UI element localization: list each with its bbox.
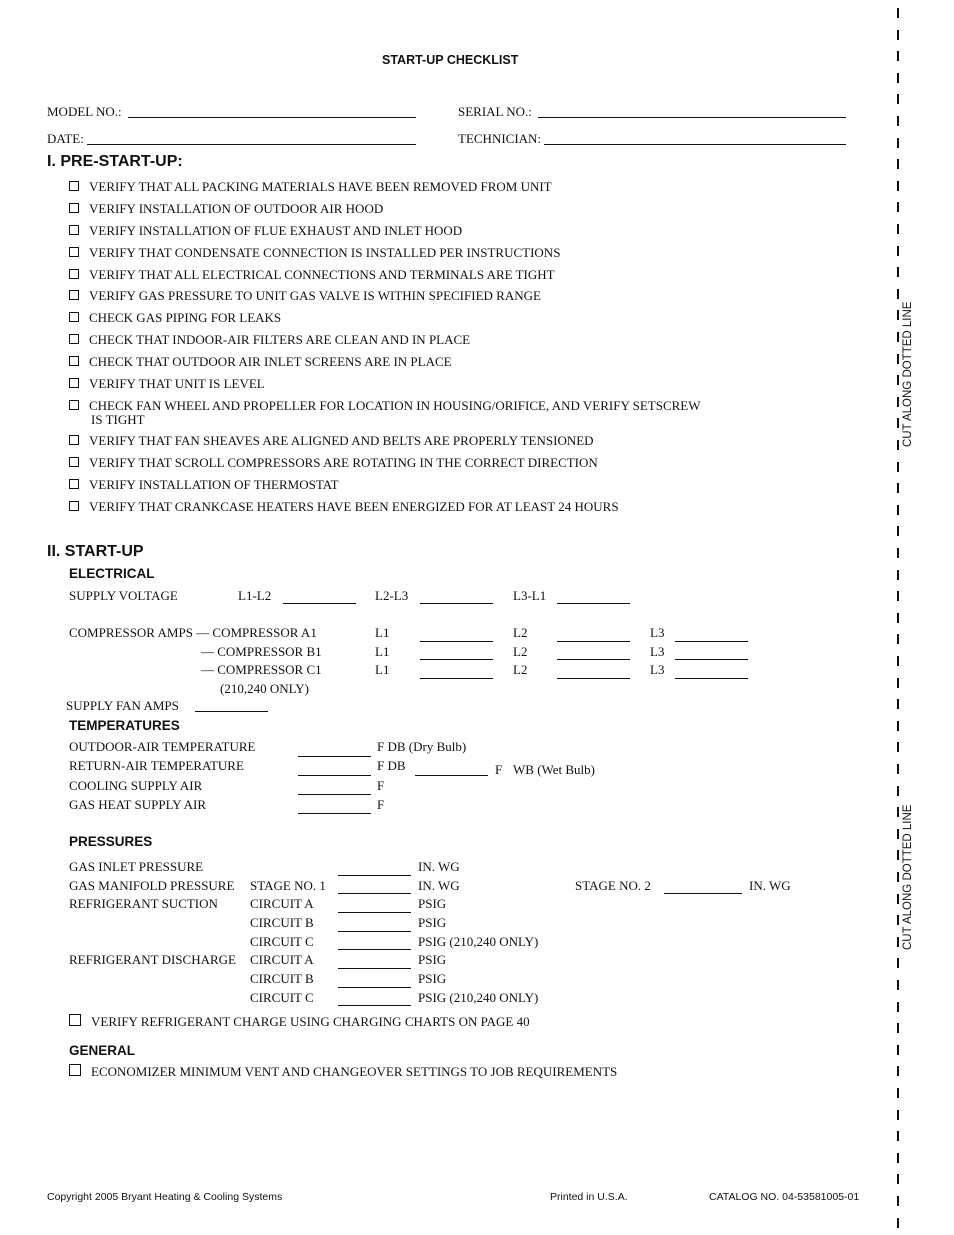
economizer-item[interactable]: ECONOMIZER MINIMUM VENT AND CHANGEOVER SETTINGS TO JOB REQUIREMENTS bbox=[69, 1064, 617, 1080]
b1-l3-input[interactable] bbox=[675, 659, 748, 660]
refrigerant-discharge-label: REFRIGERANT DISCHARGE bbox=[69, 952, 236, 967]
gas-manifold-pressure-label: GAS MANIFOLD PRESSURE bbox=[69, 878, 235, 893]
wb-label: WB (Wet Bulb) bbox=[513, 762, 595, 777]
suction-b-unit: PSIG bbox=[418, 915, 447, 930]
stage1-input[interactable] bbox=[338, 893, 411, 894]
stage1-unit: IN. WG bbox=[418, 878, 460, 893]
cut-line-dash bbox=[897, 1066, 899, 1076]
pressures-heading: PRESSURES bbox=[69, 834, 153, 849]
cut-line-dash bbox=[897, 397, 899, 407]
a1-l3-input[interactable] bbox=[675, 641, 748, 642]
cut-line-dash bbox=[897, 1174, 899, 1184]
suction-circuit-a-input[interactable] bbox=[338, 912, 411, 913]
suction-circuit-b-input[interactable] bbox=[338, 931, 411, 932]
cut-line-dash bbox=[897, 159, 899, 169]
cut-line-dash bbox=[897, 1023, 899, 1033]
cut-line-dash bbox=[897, 807, 899, 817]
checklist-item[interactable]: VERIFY THAT SCROLL COMPRESSORS ARE ROTATING IN THE CORRECT DIRECTION bbox=[69, 455, 598, 471]
f-label: F bbox=[495, 762, 503, 777]
discharge-c-unit: PSIG (210,240 ONLY) bbox=[418, 990, 539, 1005]
cut-line-dash bbox=[897, 980, 899, 990]
cut-line-dash bbox=[897, 958, 899, 968]
only-note: (210,240 ONLY) bbox=[220, 681, 309, 696]
cut-line-dash bbox=[897, 51, 899, 61]
cut-line-dash bbox=[897, 505, 899, 515]
discharge-circuit-c-label: CIRCUIT C bbox=[250, 990, 314, 1005]
cut-line-dash bbox=[897, 764, 899, 774]
copyright: Copyright 2005 Bryant Heating & Cooling Systems bbox=[47, 1191, 283, 1203]
checklist-item[interactable]: VERIFY THAT FAN SHEAVES ARE ALIGNED AND BELTS ARE PROPERLY TENSIONED bbox=[69, 433, 594, 449]
cooling-supply-air-input[interactable] bbox=[298, 794, 371, 795]
cut-line-dash bbox=[897, 289, 899, 299]
model-input[interactable] bbox=[128, 117, 416, 118]
electrical-heading: ELECTRICAL bbox=[69, 566, 155, 581]
fdb-dry-label: F DB (Dry Bulb) bbox=[377, 739, 467, 754]
discharge-circuit-a-input[interactable] bbox=[338, 968, 411, 969]
return-air-temp-input[interactable] bbox=[298, 775, 371, 776]
suction-circuit-a-label: CIRCUIT A bbox=[250, 896, 314, 911]
cut-line-dash bbox=[897, 138, 899, 148]
checkbox-icon[interactable] bbox=[69, 181, 79, 191]
return-air-wb-input[interactable] bbox=[415, 775, 488, 776]
checklist-item[interactable]: VERIFY GAS PRESSURE TO UNIT GAS VALVE IS WITHIN SPECIFIED RANGE bbox=[69, 288, 541, 304]
cut-line-dash bbox=[897, 634, 899, 644]
compressor-a1-label: COMPRESSOR AMPS — COMPRESSOR A1 bbox=[69, 625, 317, 640]
checklist-item[interactable]: CHECK FAN WHEEL AND PROPELLER FOR LOCATION IN HOUSING/ORIFICE, AND VERIFY SETSCREW bbox=[69, 398, 701, 414]
cut-line-label-upper: CUT ALONG DOTTED LINE bbox=[902, 301, 914, 447]
cut-line-dash bbox=[897, 462, 899, 472]
b1-l1-label: L1 bbox=[375, 644, 390, 659]
cut-line-dash bbox=[897, 894, 899, 904]
gas-heat-supply-air-input[interactable] bbox=[298, 813, 371, 814]
cut-line-dash bbox=[897, 613, 899, 623]
supply-fan-amps-label: SUPPLY FAN AMPS bbox=[66, 698, 179, 713]
b1-l1-input[interactable] bbox=[420, 659, 493, 660]
a1-l3-label: L3 bbox=[650, 625, 665, 640]
return-air-temp-label: RETURN-AIR TEMPERATURE bbox=[69, 758, 244, 773]
model-label: MODEL NO.: bbox=[47, 104, 122, 119]
checkbox-icon[interactable] bbox=[69, 203, 79, 213]
checkbox-icon[interactable] bbox=[69, 479, 79, 489]
cut-line-dash bbox=[897, 116, 899, 126]
checkbox-icon[interactable] bbox=[69, 457, 79, 467]
cut-line-dash bbox=[897, 872, 899, 882]
cut-line-dash bbox=[897, 829, 899, 839]
checklist-item[interactable]: VERIFY THAT ALL PACKING MATERIALS HAVE BEEN REMOVED FROM UNIT bbox=[69, 179, 552, 195]
l3l1-input[interactable] bbox=[557, 603, 630, 604]
serial-input[interactable] bbox=[538, 117, 846, 118]
outdoor-air-temp-label: OUTDOOR-AIR TEMPERATURE bbox=[69, 739, 256, 754]
checklist-item[interactable]: VERIFY THAT UNIT IS LEVEL bbox=[69, 376, 265, 392]
b1-l2-label: L2 bbox=[513, 644, 528, 659]
checkbox-icon[interactable] bbox=[69, 312, 79, 322]
supply-voltage-label: SUPPLY VOLTAGE bbox=[69, 588, 178, 603]
cut-line-dash bbox=[897, 1002, 899, 1012]
l2l3-input[interactable] bbox=[420, 603, 493, 604]
l1l2-label: L1-L2 bbox=[238, 588, 272, 603]
cut-line-dash bbox=[897, 202, 899, 212]
checkbox-icon[interactable] bbox=[69, 1014, 81, 1026]
cut-line-dash bbox=[897, 267, 899, 277]
checklist-item[interactable]: VERIFY THAT CONDENSATE CONNECTION IS INSTALLED PER INSTRUCTIONS bbox=[69, 245, 560, 261]
discharge-circuit-b-label: CIRCUIT B bbox=[250, 971, 314, 986]
cut-line-dash bbox=[897, 526, 899, 536]
verify-charge-item[interactable]: VERIFY REFRIGERANT CHARGE USING CHARGING CHARTS ON PAGE 40 bbox=[69, 1014, 530, 1030]
c1-l2-label: L2 bbox=[513, 662, 528, 677]
compressor-c1-label: — COMPRESSOR C1 bbox=[201, 662, 322, 677]
supply-fan-amps-input[interactable] bbox=[195, 711, 268, 712]
cut-line-dash bbox=[897, 1153, 899, 1163]
cooling-f-label: F bbox=[377, 778, 385, 793]
checkbox-icon[interactable] bbox=[69, 225, 79, 235]
pre-startup-heading: I. PRE-START-UP: bbox=[47, 153, 183, 170]
cut-line-dash bbox=[897, 656, 899, 666]
page-title: START-UP CHECKLIST bbox=[382, 53, 519, 67]
c1-l1-input[interactable] bbox=[420, 678, 493, 679]
checkbox-icon[interactable] bbox=[69, 356, 79, 366]
cut-line-dash bbox=[897, 8, 899, 18]
c1-l3-label: L3 bbox=[650, 662, 665, 677]
cut-line-dash bbox=[897, 246, 899, 256]
cut-line-dash bbox=[897, 332, 899, 342]
cut-line-dash bbox=[897, 1045, 899, 1055]
checkbox-icon[interactable] bbox=[69, 378, 79, 388]
technician-label: TECHNICIAN: bbox=[458, 131, 542, 146]
b1-l3-label: L3 bbox=[650, 644, 665, 659]
a1-l1-label: L1 bbox=[375, 625, 390, 640]
l2l3-label: L2-L3 bbox=[375, 588, 409, 603]
l3l1-label: L3-L1 bbox=[513, 588, 547, 603]
suction-circuit-c-input[interactable] bbox=[338, 949, 411, 950]
l1l2-input[interactable] bbox=[283, 603, 356, 604]
fdb-label: F DB bbox=[377, 758, 406, 773]
a1-l2-input[interactable] bbox=[557, 641, 630, 642]
technician-input[interactable] bbox=[544, 144, 846, 145]
cut-line-dash bbox=[897, 224, 899, 234]
startup-heading: II. START-UP bbox=[47, 543, 144, 560]
checklist-item[interactable]: VERIFY THAT CRANKCASE HEATERS HAVE BEEN ENERGIZED FOR AT LEAST 24 HOURS bbox=[69, 499, 619, 515]
gas-heat-f-label: F bbox=[377, 797, 385, 812]
gas-heat-supply-air-label: GAS HEAT SUPPLY AIR bbox=[69, 797, 207, 812]
cut-line-dash bbox=[897, 937, 899, 947]
checklist-item[interactable]: VERIFY INSTALLATION OF FLUE EXHAUST AND INLET HOOD bbox=[69, 223, 462, 239]
checklist-item[interactable]: VERIFY THAT ALL ELECTRICAL CONNECTIONS AND TERMINALS ARE TIGHT bbox=[69, 267, 555, 283]
cut-line-dash bbox=[897, 354, 899, 364]
cut-line-dash bbox=[897, 850, 899, 860]
cut-line-dash bbox=[897, 591, 899, 601]
stage1-label: STAGE NO. 1 bbox=[250, 878, 326, 893]
cut-line-dash bbox=[897, 915, 899, 925]
checkbox-icon[interactable] bbox=[69, 400, 79, 410]
cut-line-dash bbox=[897, 1131, 899, 1141]
cut-line-dash bbox=[897, 699, 899, 709]
a1-l1-input[interactable] bbox=[420, 641, 493, 642]
gas-inlet-unit: IN. WG bbox=[418, 859, 460, 874]
checkbox-icon[interactable] bbox=[69, 501, 79, 511]
cut-line-dash bbox=[897, 570, 899, 580]
cut-line-label-lower: CUT ALONG DOTTED LINE bbox=[902, 804, 914, 950]
cut-line-dash bbox=[897, 1196, 899, 1206]
cut-line-dash bbox=[897, 1088, 899, 1098]
checkbox-icon[interactable] bbox=[69, 435, 79, 445]
outdoor-air-temp-input[interactable] bbox=[298, 756, 371, 757]
b1-l2-input[interactable] bbox=[557, 659, 630, 660]
cut-line-dash bbox=[897, 548, 899, 558]
discharge-circuit-c-input[interactable] bbox=[338, 1005, 411, 1006]
cut-line-dash bbox=[897, 181, 899, 191]
cut-line-dash bbox=[897, 30, 899, 40]
cut-line-dash bbox=[897, 483, 899, 493]
cut-line-dash bbox=[897, 73, 899, 83]
cut-line-dash bbox=[897, 1218, 899, 1228]
cut-line-dash bbox=[897, 310, 899, 320]
checkbox-icon[interactable] bbox=[69, 1064, 81, 1076]
suction-a-unit: PSIG bbox=[418, 896, 447, 911]
checklist-item[interactable]: CHECK GAS PIPING FOR LEAKS bbox=[69, 310, 281, 326]
gas-inlet-pressure-label: GAS INLET PRESSURE bbox=[69, 859, 204, 874]
date-label: DATE: bbox=[47, 131, 84, 146]
cut-line-dash bbox=[897, 94, 899, 104]
suction-c-unit: PSIG (210,240 ONLY) bbox=[418, 934, 539, 949]
checklist-item[interactable]: VERIFY INSTALLATION OF OUTDOOR AIR HOOD bbox=[69, 201, 383, 217]
checklist-item-continuation: IS TIGHT bbox=[91, 412, 145, 427]
c1-l3-input[interactable] bbox=[675, 678, 748, 679]
checkbox-icon[interactable] bbox=[69, 247, 79, 257]
cut-line-dash bbox=[897, 721, 899, 731]
checkbox-icon[interactable] bbox=[69, 290, 79, 300]
c1-l2-input[interactable] bbox=[557, 678, 630, 679]
a1-l2-label: L2 bbox=[513, 625, 528, 640]
checklist-item[interactable]: CHECK THAT OUTDOOR AIR INLET SCREENS ARE IN PLACE bbox=[69, 354, 452, 370]
cut-line-dash bbox=[897, 418, 899, 428]
discharge-circuit-b-input[interactable] bbox=[338, 987, 411, 988]
suction-circuit-c-label: CIRCUIT C bbox=[250, 934, 314, 949]
discharge-b-unit: PSIG bbox=[418, 971, 447, 986]
printed-in: Printed in U.S.A. bbox=[550, 1191, 628, 1203]
checkbox-icon[interactable] bbox=[69, 334, 79, 344]
stage2-label: STAGE NO. 2 bbox=[575, 878, 651, 893]
checklist-item[interactable]: VERIFY INSTALLATION OF THERMOSTAT bbox=[69, 477, 339, 493]
general-heading: GENERAL bbox=[69, 1043, 136, 1058]
refrigerant-suction-label: REFRIGERANT SUCTION bbox=[69, 896, 218, 911]
cut-line-dash bbox=[897, 786, 899, 796]
cut-line-dash bbox=[897, 678, 899, 688]
stage2-unit: IN. WG bbox=[749, 878, 791, 893]
discharge-circuit-a-label: CIRCUIT A bbox=[250, 952, 314, 967]
temperatures-heading: TEMPERATURES bbox=[69, 718, 180, 733]
discharge-a-unit: PSIG bbox=[418, 952, 447, 967]
c1-l1-label: L1 bbox=[375, 662, 390, 677]
cut-line-dash bbox=[897, 742, 899, 752]
catalog-number: CATALOG NO. 04-53581005-01 bbox=[709, 1191, 860, 1203]
cut-line-dash bbox=[897, 440, 899, 450]
date-input[interactable] bbox=[87, 144, 416, 145]
checkbox-icon[interactable] bbox=[69, 269, 79, 279]
suction-circuit-b-label: CIRCUIT B bbox=[250, 915, 314, 930]
compressor-b1-label: — COMPRESSOR B1 bbox=[201, 644, 322, 659]
stage2-input[interactable] bbox=[664, 893, 742, 894]
cooling-supply-air-label: COOLING SUPPLY AIR bbox=[69, 778, 203, 793]
serial-label: SERIAL NO.: bbox=[458, 104, 532, 119]
gas-inlet-pressure-input[interactable] bbox=[338, 875, 411, 876]
cut-line-dash bbox=[897, 1110, 899, 1120]
checklist-item[interactable]: CHECK THAT INDOOR-AIR FILTERS ARE CLEAN AND IN PLACE bbox=[69, 332, 470, 348]
cut-line-dash bbox=[897, 375, 899, 385]
